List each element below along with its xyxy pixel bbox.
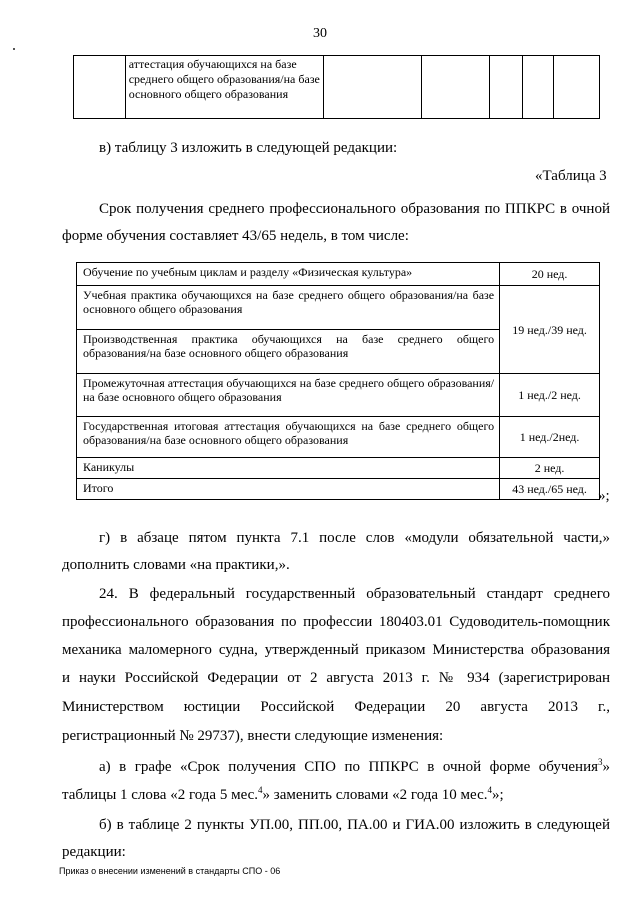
paragraph-b-line-2: редакции: <box>62 844 126 860</box>
item24-line-1: 24. В федеральный государственный образовательный стандарт среднего <box>99 586 610 602</box>
table-row <box>77 374 600 417</box>
table-row <box>77 479 600 500</box>
paragraph-a-text: » заменить словами «2 года 10 мес. <box>262 787 488 803</box>
paragraph-g-line-1: г) в абзаце пятом пункта 7.1 после слов «модули обязательной части,» <box>99 530 610 546</box>
continued-table <box>73 55 600 119</box>
footer-note: Приказ о внесении изменений в стандарты СПО - 06 <box>59 866 281 876</box>
page-number: 30 <box>313 26 327 41</box>
paragraph-a-text: »; <box>492 787 504 803</box>
item24-line-2: профессионального образования по профессии 180403.01 Судоводитель-помощник <box>62 614 610 630</box>
table3-row-name: Государственная итоговая аттестация обучающихся на базе среднего общего образования/на базе основного общего образования <box>77 417 500 458</box>
paragraph-a-text: таблицы 1 слова «2 года 5 мес. <box>62 787 259 803</box>
intro-line-2: форме обучения составляет 43/65 недель, в том числе: <box>62 228 409 244</box>
table-row <box>77 263 600 286</box>
item24-line-4: и науки Российской Федерации от 2 августа 2013 г. № 934 (зарегистрирован <box>62 670 610 686</box>
paragraph-v: в) таблицу 3 изложить в следующей редакции: <box>99 140 398 156</box>
paragraph-a-text: а) в графе «Срок получения СПО по ППКРС в очной форме обучения <box>99 759 598 775</box>
footnote-ref: 4 <box>487 785 492 795</box>
table3-row-value: 20 нед. <box>500 263 600 286</box>
table-row <box>77 286 600 330</box>
paragraph-g-line-2: дополнить словами «на практики,». <box>62 557 290 573</box>
table3-row-value: 2 нед. <box>500 458 600 479</box>
table-cell-empty <box>489 56 522 119</box>
table3-label: «Таблица 3 <box>535 168 607 184</box>
table-3 <box>76 262 600 500</box>
table3-merged-value: 19 нед./39 нед. <box>500 286 600 374</box>
table3-row-name: Промежуточная аттестация обучающихся на базе среднего общего образования/на базе основного общего образования <box>77 374 500 417</box>
table-cell-empty <box>74 56 126 119</box>
table-cell-text: аттестация обучающихся на базе среднего общего образования/на базе основного общего образования <box>125 56 323 119</box>
paragraph-b-line-1: б) в таблице 2 пункты УП.00, ПП.00, ПА.00 и ГИА.00 изложить в следующей <box>99 817 610 833</box>
table3-row-name: Учебная практика обучающихся на базе среднего общего образования/на базе основного общего образования <box>77 286 500 330</box>
table-cell-empty <box>522 56 553 119</box>
item24-line-5: Министерством юстиции Российской Федерации 20 августа 2013 г., <box>62 699 610 715</box>
table3-row-value: 1 нед./2 нед. <box>500 374 600 417</box>
table-row <box>77 458 600 479</box>
table3-row-value: 1 нед./2нед. <box>500 417 600 458</box>
table-cell-empty <box>554 56 600 119</box>
table-row <box>74 56 600 119</box>
item24-line-3: механика маломерного судна, утвержденный приказом Министерства образования <box>62 642 610 658</box>
table-cell-empty <box>323 56 422 119</box>
table-cell-empty <box>422 56 489 119</box>
footnote-ref: 4 <box>258 785 263 795</box>
table3-row-value: 43 нед./65 нед. <box>500 479 600 500</box>
table3-closing: »; <box>598 488 610 504</box>
paragraph-a-line-1 <box>99 758 610 776</box>
footnote-ref: 3 <box>598 757 603 767</box>
margin-mark <box>13 48 15 50</box>
paragraph-a-line-2 <box>62 786 504 804</box>
table3-row-name: Итого <box>77 479 500 500</box>
item24-line-6: регистрационный № 29737), внести следующие изменения: <box>62 728 444 744</box>
intro-line-1: Срок получения среднего профессионального образования по ППКРС в очной <box>99 201 610 217</box>
table3-row-name: Производственная практика обучающихся на базе среднего общего образования/на базе основного общего образования <box>77 330 500 374</box>
table3-row-name: Каникулы <box>77 458 500 479</box>
paragraph-a-text: » <box>602 759 610 775</box>
table-row <box>77 417 600 458</box>
table3-row-name: Обучение по учебным циклам и разделу «Физическая культура» <box>77 263 500 286</box>
